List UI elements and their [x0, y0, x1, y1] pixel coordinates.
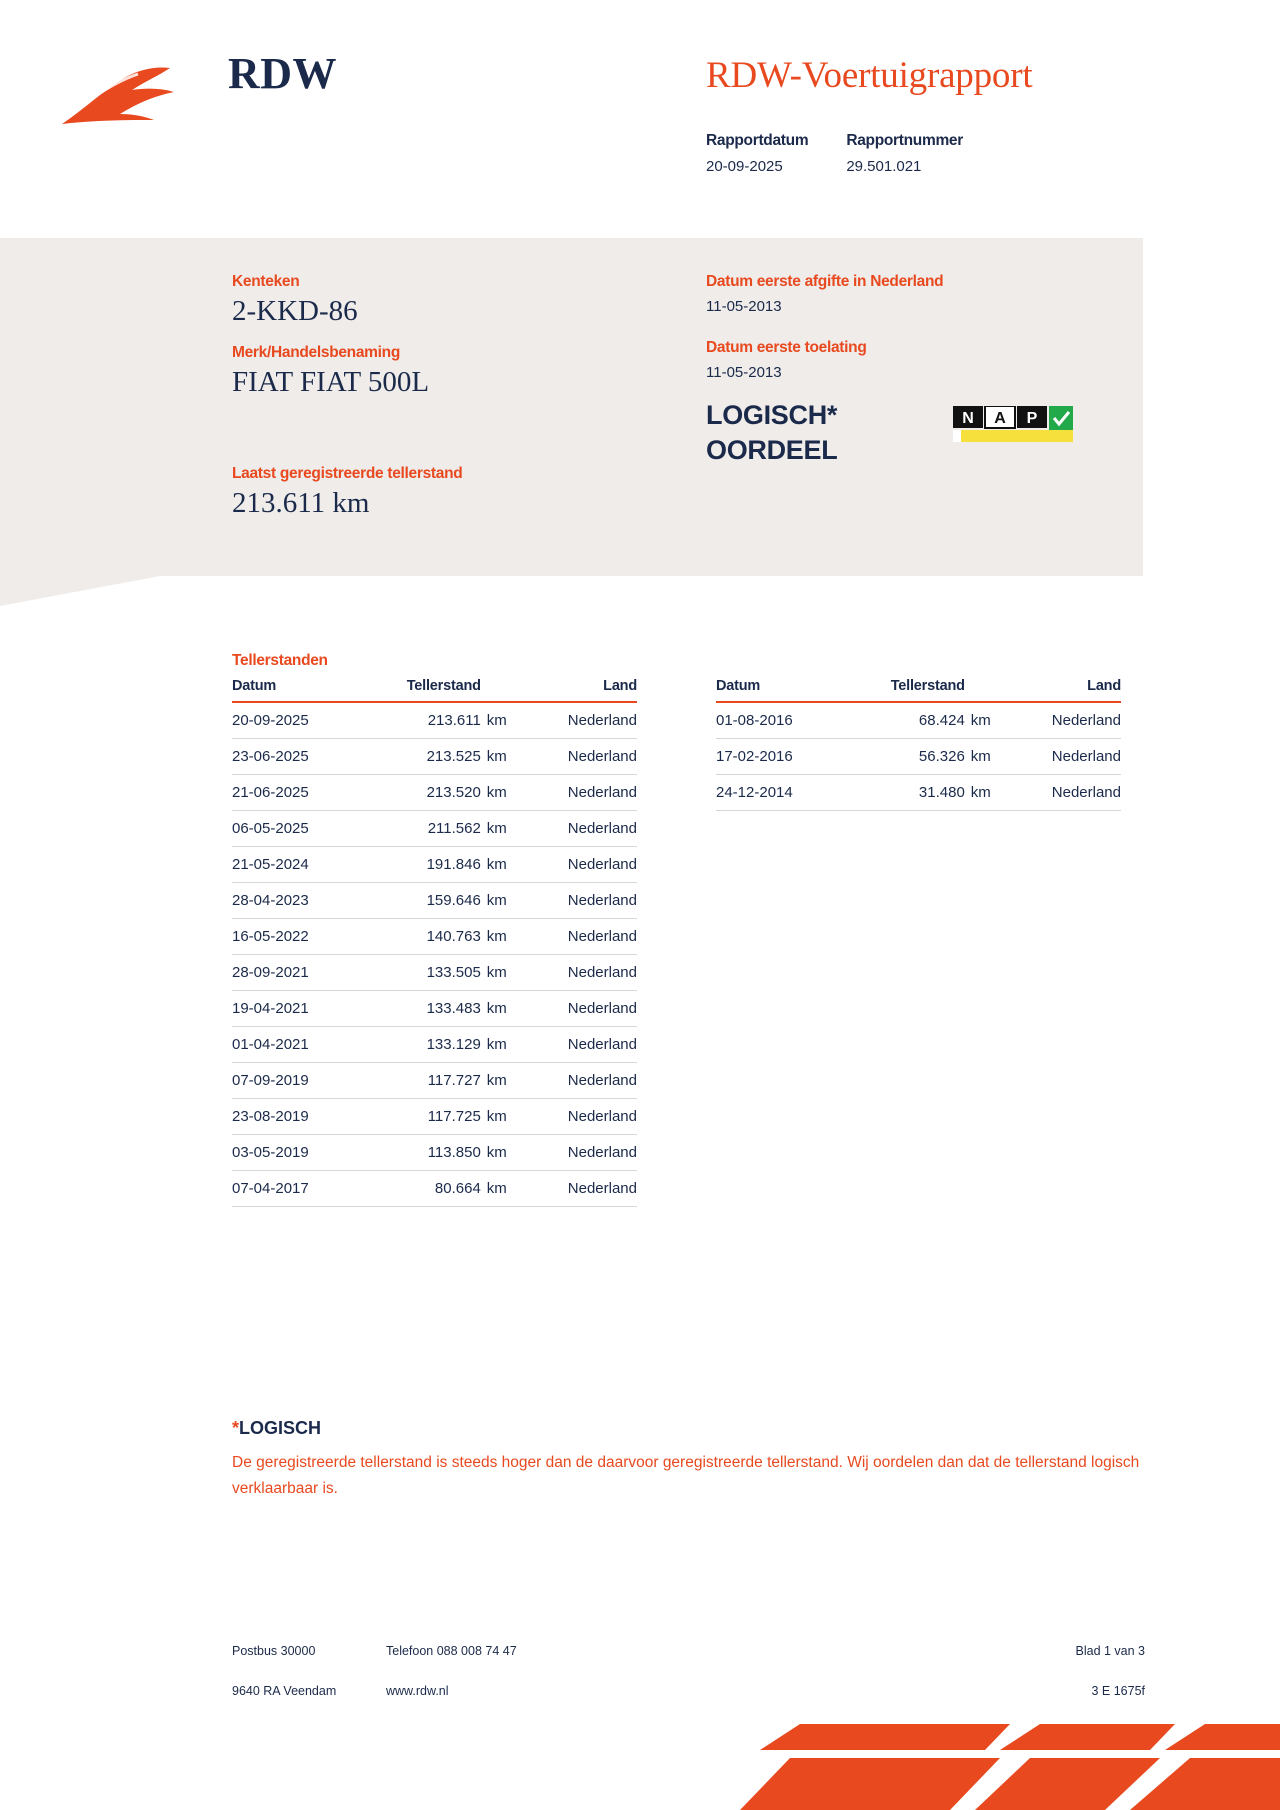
cell-country: Nederland	[523, 919, 637, 955]
footer-form-code: 3 E 1675f	[1091, 1684, 1145, 1698]
rdw-wordmark: RDW	[228, 49, 338, 98]
cell-country: Nederland	[1007, 739, 1121, 775]
cell-date: 16-05-2022	[232, 919, 359, 955]
verdict-line-2: OORDEEL	[706, 434, 838, 465]
table-row	[232, 1099, 637, 1135]
page-title: RDW-Voertuigrapport	[706, 55, 1033, 96]
cell-date: 07-09-2019	[232, 1063, 359, 1099]
cell-unit: km	[481, 919, 523, 955]
cell-country: Nederland	[523, 775, 637, 811]
cell-country: Nederland	[523, 702, 637, 739]
table-header-row	[716, 678, 1121, 702]
cell-country: Nederland	[523, 811, 637, 847]
last-odometer-value: 213.611 km	[232, 487, 370, 519]
column-header-country: Land	[523, 678, 637, 702]
cell-unit: km	[481, 1063, 523, 1099]
cell-odometer: 31.480	[843, 775, 965, 811]
first-admission-label: Datum eerste toelating	[706, 339, 867, 356]
cell-unit: km	[481, 847, 523, 883]
cell-date: 07-04-2017	[232, 1171, 359, 1207]
first-issue-nl-label: Datum eerste afgifte in Nederland	[706, 273, 944, 290]
table-header-row	[232, 678, 637, 702]
last-odometer-label: Laatst geregistreerde tellerstand	[232, 465, 463, 482]
odometer-table-left	[232, 678, 637, 1207]
document-header	[0, 0, 1280, 238]
table-row	[232, 1063, 637, 1099]
cell-odometer: 211.562	[359, 811, 481, 847]
cell-odometer: 213.520	[359, 775, 481, 811]
cell-country: Nederland	[523, 1063, 637, 1099]
table-row	[232, 1027, 637, 1063]
licence-plate-label: Kenteken	[232, 273, 300, 290]
footer-address-column	[232, 1644, 336, 1698]
table-row	[232, 739, 637, 775]
cell-date: 03-05-2019	[232, 1135, 359, 1171]
cell-date: 01-08-2016	[716, 702, 843, 739]
cell-date: 19-04-2021	[232, 991, 359, 1027]
verdict-text	[706, 398, 837, 467]
vehicle-summary-panel	[0, 238, 1143, 576]
table-row	[232, 1135, 637, 1171]
svg-text:A: A	[994, 410, 1006, 427]
cell-unit: km	[481, 991, 523, 1027]
cell-country: Nederland	[523, 991, 637, 1027]
cell-odometer: 113.850	[359, 1135, 481, 1171]
cell-date: 20-09-2025	[232, 702, 359, 739]
cell-date: 06-05-2025	[232, 811, 359, 847]
cell-unit: km	[481, 739, 523, 775]
odometer-section-title: Tellerstanden	[232, 652, 328, 669]
cell-date: 23-08-2019	[232, 1099, 359, 1135]
table-row	[232, 919, 637, 955]
cell-date: 28-04-2023	[232, 883, 359, 919]
rdw-logo-icon	[58, 62, 188, 134]
document-footer	[0, 1630, 1280, 1720]
table-row	[232, 702, 637, 739]
cell-country: Nederland	[523, 1027, 637, 1063]
table-row	[232, 955, 637, 991]
column-header-unit	[965, 678, 1007, 702]
cell-odometer: 133.505	[359, 955, 481, 991]
cell-date: 21-05-2024	[232, 847, 359, 883]
footer-postbus: Postbus 30000	[232, 1644, 316, 1658]
report-date-block	[706, 132, 808, 175]
table-row	[716, 775, 1121, 811]
cell-odometer: 68.424	[843, 702, 965, 739]
column-header-odometer: Tellerstand	[359, 678, 481, 702]
licence-plate-value: 2-KKD-86	[232, 295, 358, 327]
cell-date: 24-12-2014	[716, 775, 843, 811]
cell-unit: km	[481, 1171, 523, 1207]
table-row	[232, 811, 637, 847]
cell-unit: km	[481, 775, 523, 811]
footnote-body: De geregistreerde tellerstand is steeds hoger dan de daarvoor geregistreerde tellerstand. Wij oordelen dan dat de tellerstand logisch verklaarbaar is.	[232, 1454, 1140, 1497]
report-number-block	[846, 132, 963, 175]
cell-unit: km	[481, 1135, 523, 1171]
cell-country: Nederland	[523, 883, 637, 919]
svg-text:N: N	[962, 410, 974, 427]
cell-unit: km	[481, 1027, 523, 1063]
footer-page-column	[1076, 1644, 1146, 1698]
table-row	[716, 702, 1121, 739]
column-header-date: Datum	[716, 678, 843, 702]
vehicle-identity-block	[232, 273, 652, 520]
cell-date: 28-09-2021	[232, 955, 359, 991]
cell-odometer: 117.727	[359, 1063, 481, 1099]
cell-odometer: 213.525	[359, 739, 481, 775]
report-number-value: 29.501.021	[846, 158, 922, 175]
cell-country: Nederland	[523, 1135, 637, 1171]
cell-country: Nederland	[1007, 775, 1121, 811]
first-issue-nl-value: 11-05-2013	[706, 298, 782, 315]
footnote-star: *	[232, 1418, 240, 1438]
cell-unit: km	[481, 811, 523, 847]
column-header-odometer: Tellerstand	[843, 678, 965, 702]
cell-odometer: 80.664	[359, 1171, 481, 1207]
cell-unit: km	[481, 883, 523, 919]
footer-city: 9640 RA Veendam	[232, 1684, 337, 1698]
nap-badge-icon	[953, 406, 1073, 448]
first-admission-value: 11-05-2013	[706, 364, 782, 381]
column-header-date: Datum	[232, 678, 359, 702]
cell-unit: km	[481, 1099, 523, 1135]
cell-country: Nederland	[523, 847, 637, 883]
column-header-unit	[481, 678, 523, 702]
cell-country: Nederland	[523, 1171, 637, 1207]
cell-odometer: 213.611	[359, 702, 481, 739]
table-row	[232, 847, 637, 883]
report-meta	[706, 132, 1001, 175]
cell-odometer: 191.846	[359, 847, 481, 883]
table-row	[232, 991, 637, 1027]
cell-date: 23-06-2025	[232, 739, 359, 775]
brand-label: Merk/Handelsbenaming	[232, 344, 400, 361]
verdict-line-1: LOGISCH*	[706, 400, 838, 430]
footnote-title	[232, 1418, 321, 1439]
cell-country: Nederland	[523, 739, 637, 775]
cell-odometer: 56.326	[843, 739, 965, 775]
footer-website[interactable]: www.rdw.nl	[386, 1684, 449, 1698]
cell-country: Nederland	[523, 955, 637, 991]
footer-stripes-graphic	[0, 1724, 1280, 1810]
footer-page-number: Blad 1 van 3	[1075, 1644, 1145, 1658]
report-date-label: Rapportdatum	[706, 132, 809, 149]
cell-odometer: 140.763	[359, 919, 481, 955]
table-row	[716, 739, 1121, 775]
cell-odometer: 159.646	[359, 883, 481, 919]
table-row	[232, 883, 637, 919]
report-number-label: Rapportnummer	[846, 132, 963, 149]
column-header-country: Land	[1007, 678, 1121, 702]
cell-odometer: 117.725	[359, 1099, 481, 1135]
report-date-value: 20-09-2025	[706, 158, 783, 175]
cell-date: 01-04-2021	[232, 1027, 359, 1063]
cell-country: Nederland	[1007, 702, 1121, 739]
cell-date: 17-02-2016	[716, 739, 843, 775]
brand-value: FIAT FIAT 500L	[232, 366, 430, 398]
cell-date: 21-06-2025	[232, 775, 359, 811]
cell-odometer: 133.129	[359, 1027, 481, 1063]
cell-odometer: 133.483	[359, 991, 481, 1027]
cell-unit: km	[481, 955, 523, 991]
panel-corner-notch	[0, 576, 160, 606]
table-row	[232, 775, 637, 811]
cell-unit: km	[965, 739, 1007, 775]
footnote-title-text: LOGISCH	[239, 1418, 322, 1438]
table-row	[232, 1171, 637, 1207]
svg-text:P: P	[1026, 410, 1038, 427]
cell-country: Nederland	[523, 1099, 637, 1135]
vehicle-dates-block	[706, 273, 1106, 381]
footer-contact-column	[386, 1644, 517, 1698]
cell-unit: km	[965, 775, 1007, 811]
cell-unit: km	[481, 702, 523, 739]
footer-phone: Telefoon 088 008 74 47	[386, 1644, 517, 1658]
odometer-table-right	[716, 678, 1121, 811]
cell-unit: km	[965, 702, 1007, 739]
